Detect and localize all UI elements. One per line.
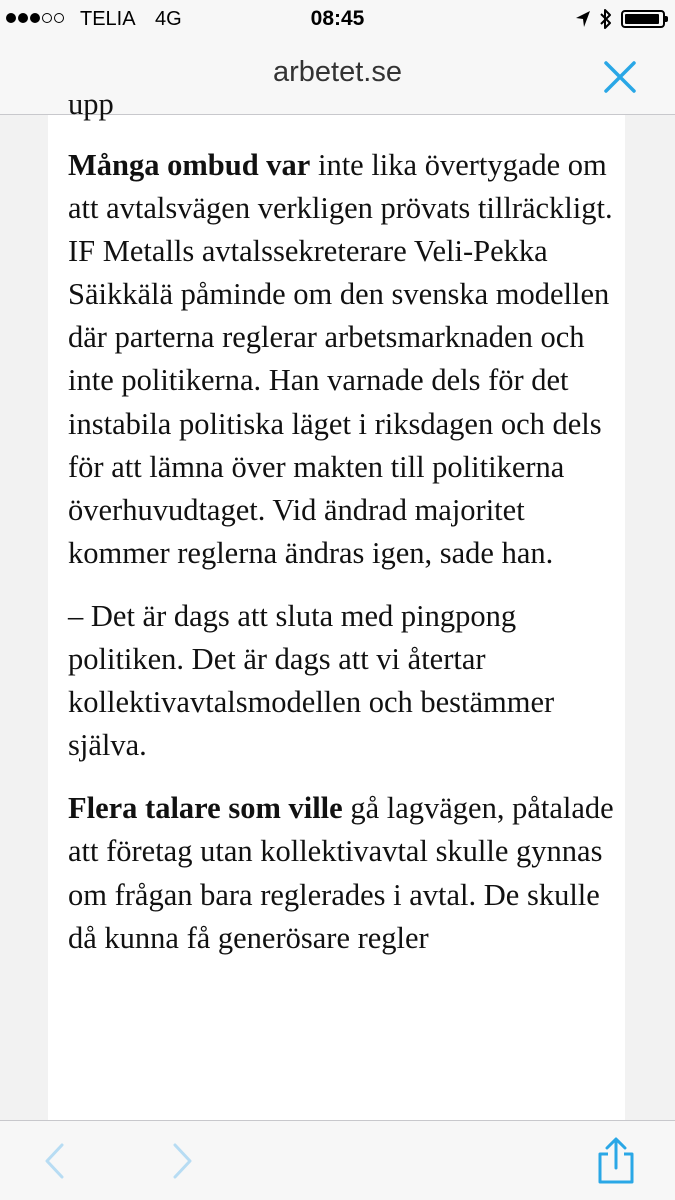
battery-level — [625, 14, 659, 24]
article-paragraph — [68, 144, 617, 575]
chevron-left-icon — [38, 1141, 72, 1181]
web-content[interactable] — [0, 87, 675, 1120]
status-bar — [0, 0, 675, 40]
status-icons — [575, 8, 665, 30]
carrier-name: TELIA — [80, 8, 136, 30]
paragraph-lead: Många ombud var — [68, 148, 311, 182]
article-paragraph — [68, 595, 617, 767]
article-text-fragment: upp — [68, 87, 114, 121]
bottom-toolbar — [0, 1120, 675, 1200]
paragraph-lead: Flera talare som ville — [68, 791, 343, 826]
network-type: 4G — [155, 8, 182, 30]
bluetooth-icon — [599, 8, 613, 30]
share-icon — [592, 1137, 640, 1185]
paragraph-text: inte lika övertygade om att avtalsvägen verkligen prövats tillräckligt. IF Metalls avtalssekreterare Veli-Pekka Säikkälä påminde om den svenska modellen där parterna reglerar arbetsmarknaden och inte politikerna. Han varnade dels för det instabila politiska läget i riksdagen och dels för att lämna över makten till politikerna överhuvudtaget. Vid ändrad majoritet kommer reglerna ändras igen, sade han. — [68, 148, 613, 570]
status-time: 08:45 — [310, 7, 365, 30]
close-icon — [603, 60, 637, 94]
page-title: arbetet.se — [273, 56, 402, 88]
forward-button[interactable] — [165, 1141, 199, 1181]
back-button[interactable] — [38, 1141, 72, 1181]
paragraph-text: gå lagvägen, påtalade att företag utan kollektivavtal skulle gynnas om frågan bara reglerades i avtal. De skulle då kunna få generösare regler — [68, 791, 614, 955]
close-button[interactable] — [603, 60, 637, 94]
paragraph-text: – Det är dags att sluta med pingpong politiken. Det är dags att vi återtar kollektivavtalsmodellen och bestämmer själva. — [68, 598, 555, 763]
location-arrow-icon — [575, 10, 591, 28]
share-button[interactable] — [592, 1137, 640, 1185]
article-paragraphs — [68, 144, 617, 980]
article-body — [48, 87, 625, 1120]
article-paragraph — [68, 787, 617, 959]
chevron-right-icon — [165, 1141, 199, 1181]
battery-icon — [621, 10, 665, 28]
